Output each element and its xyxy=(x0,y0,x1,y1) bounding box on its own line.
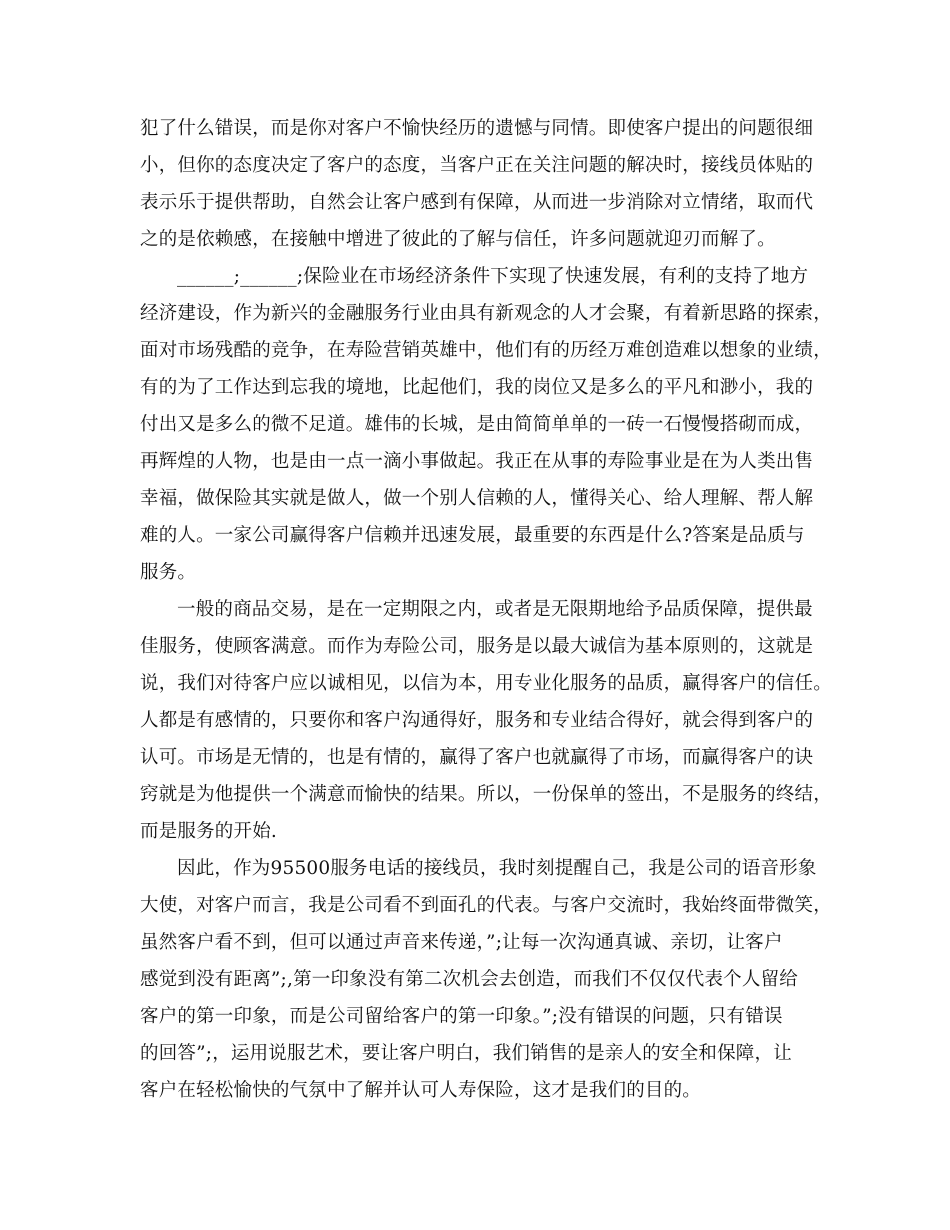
text-line: 大使，对客户而言，我是公司看不到面孔的代表。与客户交流时，我始终面带微笑， xyxy=(140,895,832,916)
text-line: 因此，作为95500服务电话的接线员，我时刻提醒自己，我是公司的语音形象 xyxy=(177,858,817,879)
text-line: 再辉煌的人物，也是由一点一滴小事做起。我正在从事的寿险事业是在为人类出售 xyxy=(140,451,814,472)
text-line: 幸福，做保险其实就是做人，做一个别人信赖的人，懂得关心、给人理解、帮人解 xyxy=(140,488,814,509)
text-line: 人都是有感情的，只要你和客户沟通得好，服务和专业结合得好，就会得到客户的 xyxy=(140,710,814,731)
text-line: 感觉到没有距离”;,第一印象没有第二次机会去创造，而我们不仅仅代表个人留给 xyxy=(140,969,798,990)
text-line: 的回答”;，运用说服艺术，要让客户明白，我们销售的是亲人的安全和保障，让 xyxy=(140,1043,792,1064)
text-line: 小，但你的态度决定了客户的态度，当客户正在关注问题的解决时，接线员体贴的 xyxy=(140,155,814,176)
paragraph xyxy=(140,591,832,850)
text-line: 窍就是为他提供一个满意而愉快的结果。所以，一份保单的签出，不是服务的终结， xyxy=(140,784,832,805)
text-line: 犯了什么错误，而是你对客户不愉快经历的遗憾与同情。即使客户提出的问题很细 xyxy=(140,118,814,139)
text-line: 佳服务，使顾客满意。而作为寿险公司，服务是以最大诚信为基本原则的，这就是 xyxy=(140,636,814,657)
text-line: 付出又是多么的微不足道。雄伟的长城，是由简简单单的一砖一石慢慢搭砌而成， xyxy=(140,414,814,435)
text-line: 认可。市场是无情的，也是有情的，赢得了客户也就赢得了市场，而赢得客户的诀 xyxy=(140,747,814,768)
text-line: 而是服务的开始. xyxy=(140,821,277,842)
paragraph xyxy=(140,110,820,258)
text-line: 一般的商品交易，是在一定期限之内，或者是无限期地给予品质保障，提供最 xyxy=(177,599,813,620)
text-line: 有的为了工作达到忘我的境地，比起他们，我的岗位又是多么的平凡和渺小，我的 xyxy=(140,377,814,398)
document-body xyxy=(140,110,832,1109)
text-line: 面对市场残酷的竞争，在寿险营销英雄中，他们有的历经万难创造难以想象的业绩， xyxy=(140,340,832,361)
paragraph xyxy=(140,850,832,1109)
text-line: 客户的第一印象，而是公司留给客户的第一印象。”;没有错误的问题，只有错误 xyxy=(140,1006,783,1027)
text-line: 虽然客户看不到，但可以通过声音来传递，”;让每一次沟通真诚、亲切，让客户 xyxy=(140,932,783,953)
text-line: 客户在轻松愉快的气氛中了解并认可人寿保险，这才是我们的目的。 xyxy=(140,1080,702,1101)
paragraph xyxy=(140,258,832,591)
text-line: 表示乐于提供帮助，自然会让客户感到有保障，从而进一步消除对立情绪，取而代 xyxy=(140,192,814,213)
text-line: 经济建设，作为新兴的金融服务行业由具有新观念的人才会聚，有着新思路的探索， xyxy=(140,303,832,324)
text-line: 服务。 xyxy=(140,562,197,583)
text-line: ______;______;保险业在市场经济条件下实现了快速发展，有利的支持了地方 xyxy=(177,266,809,287)
text-line: 难的人。一家公司赢得客户信赖并迅速发展，最重要的东西是什么?答案是品质与 xyxy=(140,525,805,546)
text-line: 说，我们对待客户应以诚相见，以信为本，用专业化服务的品质，赢得客户的信任。 xyxy=(140,673,832,694)
text-line: 之的是依赖感，在接触中增进了彼此的了解与信任，许多问题就迎刃而解了。 xyxy=(140,229,776,250)
